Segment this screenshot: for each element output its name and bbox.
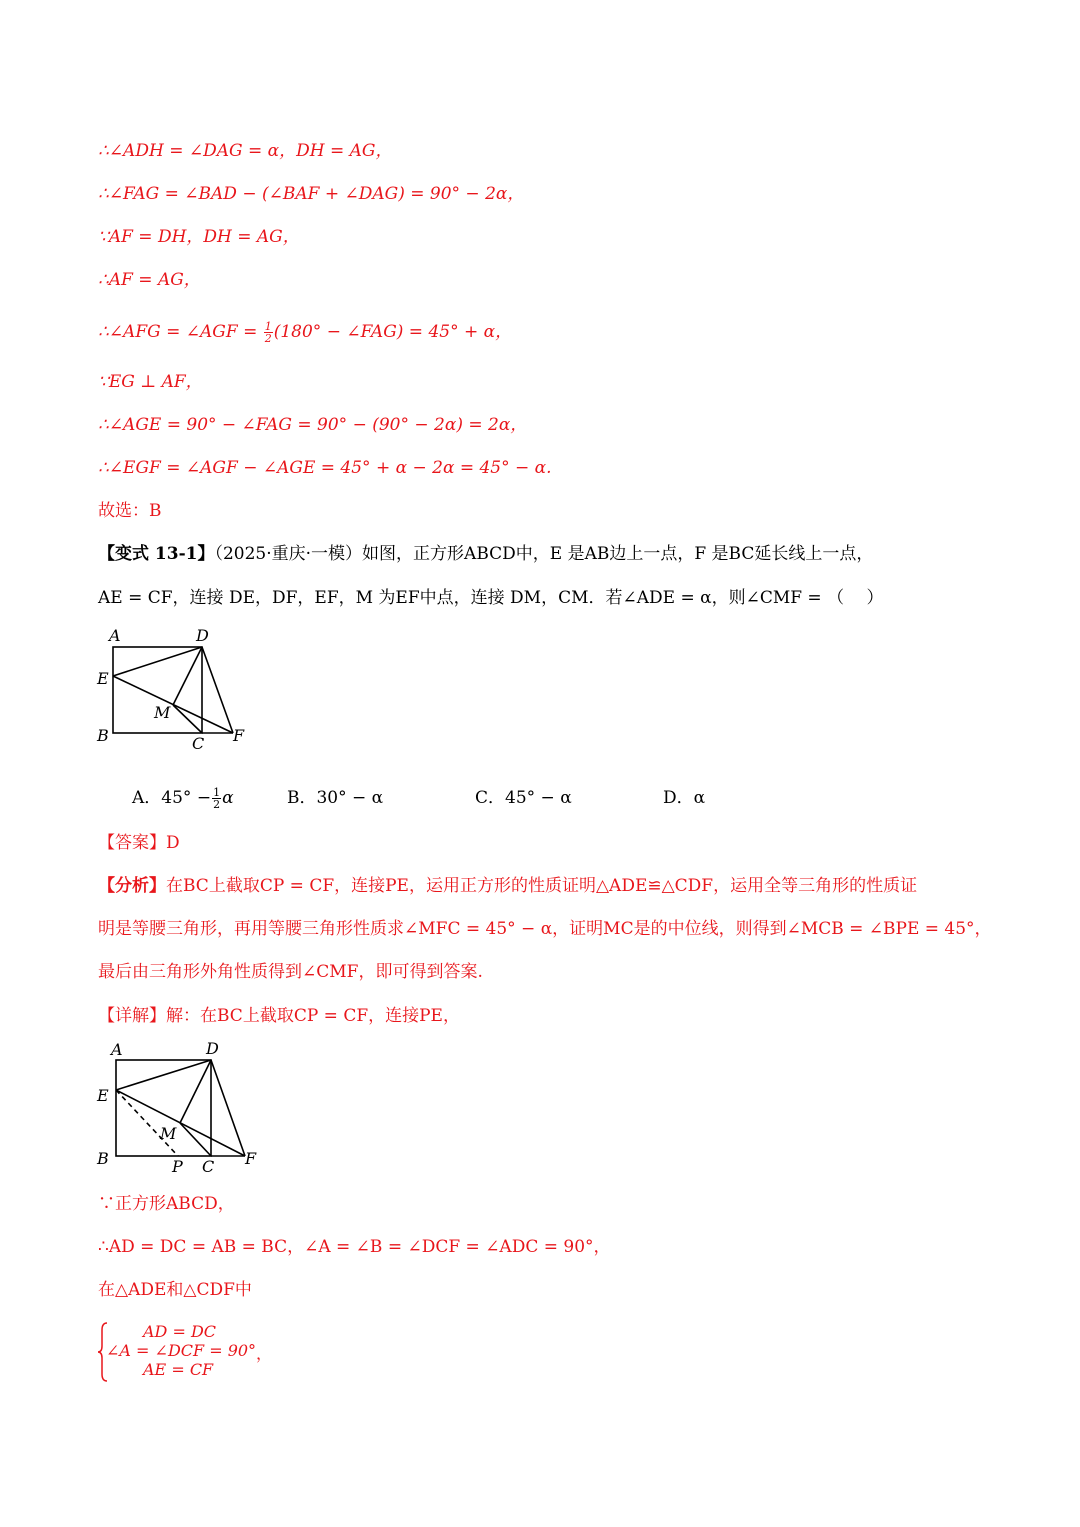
label-a: A <box>109 626 121 645</box>
option-a-denominator: 2 <box>213 798 221 811</box>
option-a-label: A． <box>132 788 162 808</box>
geometry-figure-2 <box>90 1035 270 1180</box>
option-a-numerator: 1 <box>213 786 221 799</box>
problem-line-2: AE = CF，连接 DE，DF，EF，M 为EF中点，连接 DM，CM．若∠ADE = α，则∠CMF = （ ） <box>98 588 884 608</box>
label-m: M <box>154 703 171 722</box>
option-a-fraction <box>212 787 221 810</box>
segment-dm-2 <box>180 1060 211 1123</box>
analysis-line-3: 最后由三角形外角性质得到∠CMF，即可得到答案. <box>98 962 483 982</box>
solution-line-4: ∴AF = AG， <box>98 270 201 290</box>
answer-line <box>98 832 180 854</box>
analysis-line-1 <box>98 875 917 897</box>
proof-line-2: ∴AD = DC = AB = BC，∠A = ∠B = ∠DCF = ∠ADC = 90°， <box>98 1237 611 1257</box>
analysis-tag: 【分析】 <box>98 876 166 896</box>
option-a-pre: 45° − <box>161 788 212 808</box>
option-b: B．30° − α <box>287 788 384 808</box>
option-c: C．45° − α <box>475 788 572 808</box>
label-d-2: D <box>206 1039 219 1058</box>
segment-pe-dashed <box>116 1090 178 1156</box>
detail-line <box>98 1005 460 1027</box>
option-d: D．α <box>663 788 706 808</box>
label-f-2: F <box>245 1149 257 1168</box>
label-b: B <box>97 726 109 745</box>
answer-tag: 【答案】 <box>98 833 166 853</box>
segment-cm-2 <box>180 1123 211 1156</box>
system-row-1: AD = DC <box>143 1322 217 1341</box>
label-a-2: A <box>111 1040 123 1059</box>
line5-left: ∴∠AFG = ∠AGF = <box>98 322 263 342</box>
equation-system <box>98 1322 278 1382</box>
system-row-3: AE = CF <box>143 1360 214 1379</box>
answer-value: D <box>166 833 180 853</box>
label-e: E <box>97 669 109 688</box>
label-c: C <box>192 734 205 753</box>
segment-ed <box>113 647 202 676</box>
solution-line-6: ∵EG ⊥ AF， <box>98 372 203 392</box>
solution-line-7: ∴∠AGE = 90° − ∠FAG = 90° − (90° − 2α) = 2α， <box>98 415 528 435</box>
label-p-2: P <box>172 1157 183 1176</box>
solution-line-8: ∴∠EGF = ∠AGF − ∠AGE = 45° + α − 2α = 45° − α. <box>98 458 552 478</box>
problem-text-1: （2025·重庆·一模）如图，正方形ABCD中，E 是AB边上一点，F 是BC延长线上一点， <box>214 544 874 564</box>
segment-cm <box>173 705 202 733</box>
detail-text: 解：在BC上截取CP = CF，连接PE， <box>166 1006 460 1026</box>
solution-line-3: ∵AF = DH，DH = AG， <box>98 227 300 247</box>
solution-line-1: ∴∠ADH = ∠DAG = α，DH = AG， <box>98 141 393 161</box>
choice-result: 故选：B <box>98 501 162 521</box>
system-tail: ， <box>256 1344 273 1363</box>
proof-line-3: 在△ADE和△CDF中 <box>98 1280 252 1300</box>
label-c-2: C <box>202 1157 215 1176</box>
analysis-line-2: 明是等腰三角形，再用等腰三角形性质求∠MFC = 45° − α，证明MC是的中位线，则得到∠MCB = ∠BPE = 45°， <box>98 919 992 939</box>
option-a <box>132 783 234 810</box>
segment-ed-2 <box>116 1060 211 1090</box>
half-fraction <box>264 321 273 344</box>
solution-line-5 <box>98 321 512 344</box>
proof-line-1: ∵正方形ABCD， <box>98 1194 235 1214</box>
label-m-2: M <box>160 1124 177 1143</box>
solution-line-2: ∴∠FAG = ∠BAD − (∠BAF + ∠DAG) = 90° − 2α， <box>98 184 525 204</box>
label-f: F <box>233 726 245 745</box>
problem-line-1 <box>98 543 873 565</box>
system-row-2: ∠A = ∠DCF = 90° <box>106 1341 257 1360</box>
fraction-numerator: 1 <box>264 320 272 333</box>
label-b-2: B <box>97 1149 109 1168</box>
geometry-figure-1 <box>90 620 270 760</box>
analysis-text-1: 在BC上截取CP = CF，连接PE，运用正方形的性质证明△ADE≌△CDF，运用全等三角形的性质证 <box>166 876 918 896</box>
label-d: D <box>196 626 209 645</box>
label-e-2: E <box>97 1086 109 1105</box>
problem-tag: 【变式 13-1】 <box>98 544 215 564</box>
detail-tag: 【详解】 <box>98 1006 166 1026</box>
option-a-post: α <box>222 788 234 808</box>
fraction-denominator: 2 <box>264 332 272 345</box>
line5-right: (180° − ∠FAG) = 45° + α， <box>273 322 513 342</box>
